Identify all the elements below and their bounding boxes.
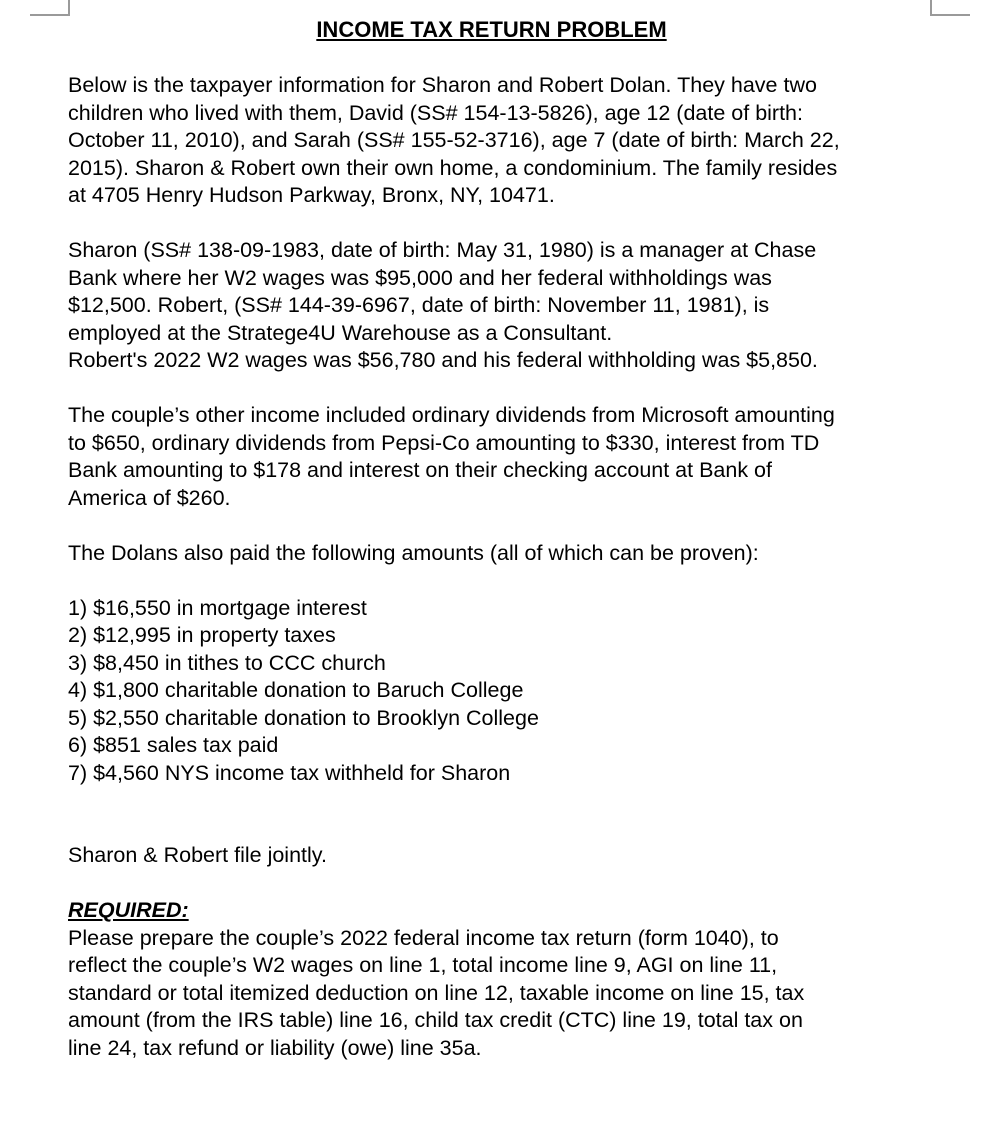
employment-line: Sharon (SS# 138-09-1983, date of birth: May 31, 1980) is a manager at Chase [68, 238, 817, 262]
intro-paragraph [68, 72, 948, 210]
payment-item: 4) $1,800 charitable donation to Baruch College [68, 678, 524, 702]
employment-line: Robert's 2022 W2 wages was $56,780 and his federal withholding was $5,850. [68, 348, 818, 372]
intro-line: October 11, 2010), and Sarah (SS# 155-52-3716), age 7 (date of birth: March 22, [68, 128, 840, 152]
required-line: Please prepare the couple’s 2022 federal income tax return (form 1040), to [68, 925, 779, 950]
required-line: line 24, tax refund or liability (owe) line 35a. [68, 1035, 482, 1060]
page-corner-mark-right [930, 0, 970, 16]
payment-item: 7) $4,560 NYS income tax withheld for Sharon [68, 760, 511, 785]
payments-intro: The Dolans also paid the following amounts (all of which can be proven): [68, 540, 759, 565]
employment-line: employed at the Stratege4U Warehouse as a Consultant. [68, 320, 613, 345]
other-income-line: The couple’s other income included ordinary dividends from Microsoft amounting [68, 403, 835, 427]
payments-list [68, 595, 948, 788]
payment-item: 3) $8,450 in tithes to CCC church [68, 650, 386, 675]
intro-line: at 4705 Henry Hudson Parkway, Bronx, NY, 10471. [68, 183, 555, 207]
other-income-line: to $650, ordinary dividends from Pepsi-Co amounting to $330, interest from TD [68, 430, 820, 455]
payment-item: 5) $2,550 charitable donation to Brooklyn College [68, 705, 539, 730]
employment-line: Bank where her W2 wages was $95,000 and her federal withholdings was [68, 265, 772, 290]
document-body [68, 72, 948, 1062]
required-heading: REQUIRED: [68, 898, 189, 922]
filing-status: Sharon & Robert file jointly. [68, 843, 327, 867]
document-title: INCOME TAX RETURN PROBLEM [316, 17, 667, 42]
required-section [68, 897, 948, 1062]
required-line: reflect the couple’s W2 wages on line 1, total income line 9, AGI on line 11, [68, 953, 778, 977]
employment-line: $12,500. Robert, (SS# 144-39-6967, date of birth: November 11, 1981), is [68, 293, 770, 317]
payment-item: 6) $851 sales tax paid [68, 733, 279, 757]
intro-line: 2015). Sharon & Robert own their own home, a condominium. The family resides [68, 155, 838, 180]
required-line: standard or total itemized deduction on line 12, taxable income on line 15, tax [68, 980, 805, 1005]
payment-item: 2) $12,995 in property taxes [68, 623, 336, 647]
other-income-paragraph [68, 402, 948, 512]
other-income-line: Bank amounting to $178 and interest on their checking account at Bank of [68, 458, 772, 482]
employment-paragraph [68, 237, 948, 375]
intro-line: Below is the taxpayer information for Sharon and Robert Dolan. They have two [68, 73, 817, 97]
required-line: amount (from the IRS table) line 16, child tax credit (CTC) line 19, total tax on [68, 1008, 803, 1032]
other-income-line: America of $260. [68, 485, 231, 510]
payment-item: 1) $16,550 in mortgage interest [68, 595, 367, 620]
intro-line: children who lived with them, David (SS# 154-13-5826), age 12 (date of birth: [68, 100, 803, 125]
page-corner-mark-left [30, 0, 70, 16]
